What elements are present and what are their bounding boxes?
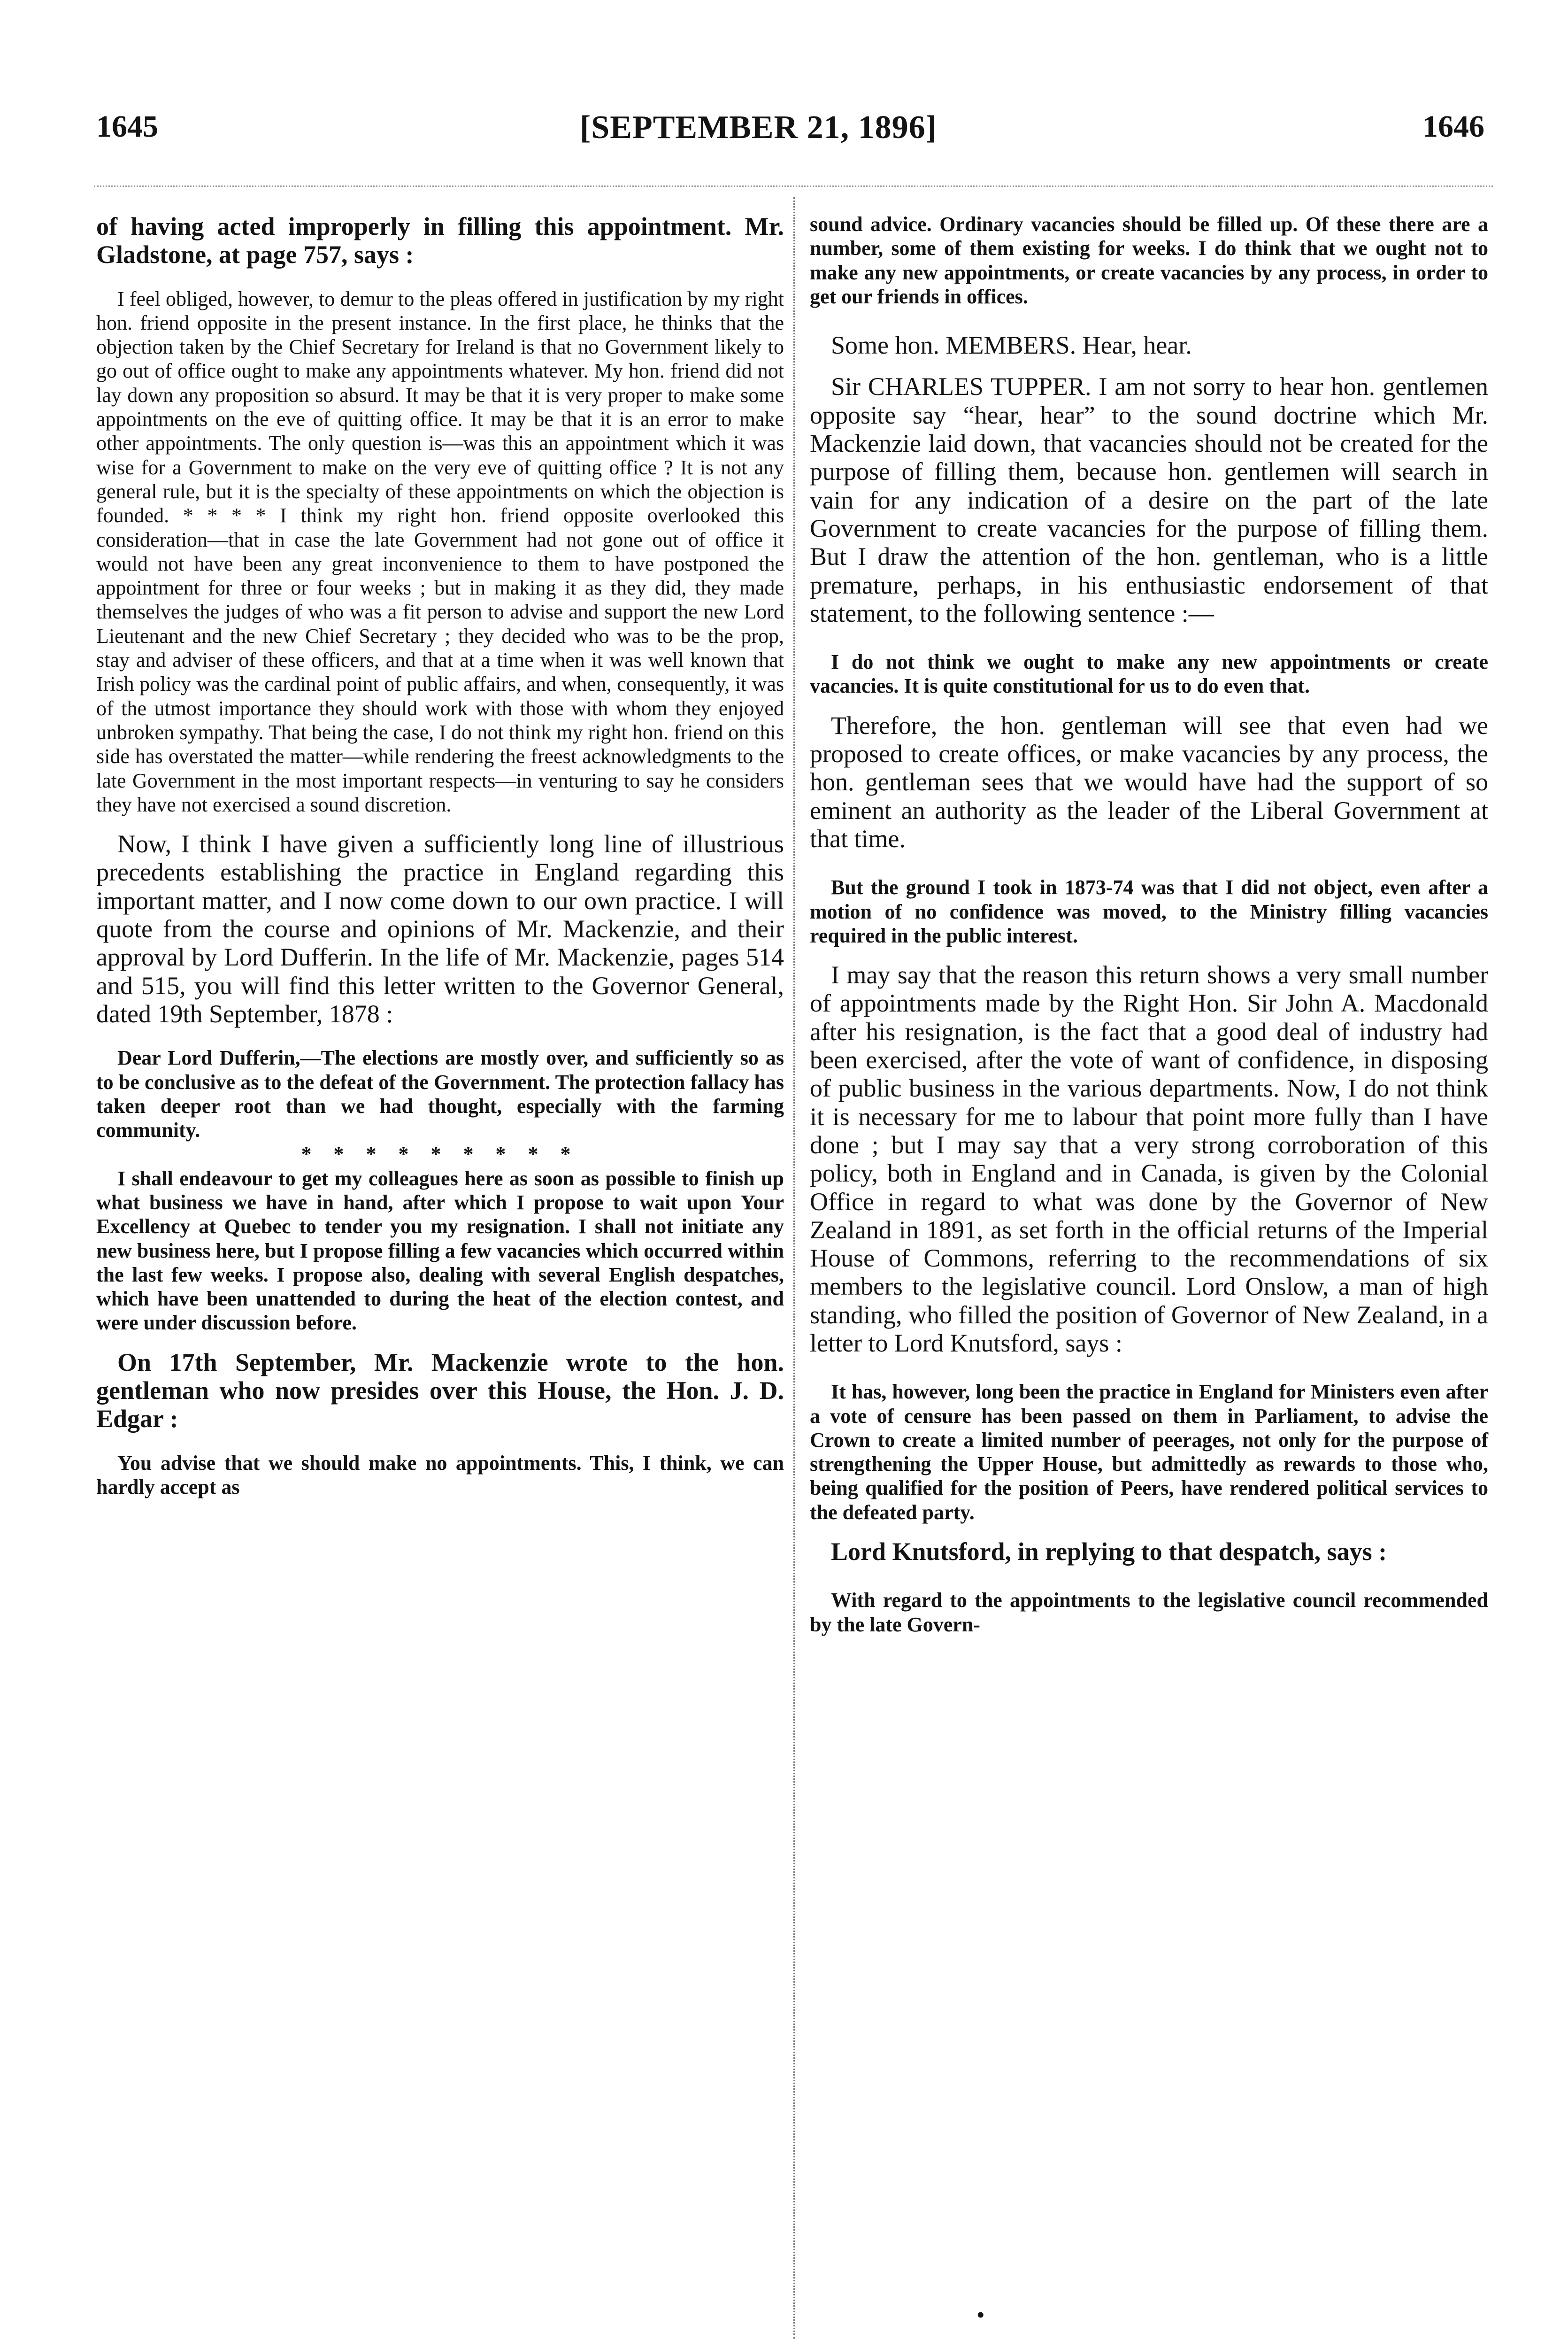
left-quote-gladstone: I feel obliged, however, to demur to the pleas offered in justification by my right hon. friend opposite in the present instance. In the first place, he thinks that the objection taken by the Chief Secretary for Ireland is that no Government likely to go out of office ought to make any appointments whatever. My hon. friend did not lay down any proposition so absurd. It may be that it is very proper to make some appointments on the eve of quitting office. It may be that it is an error to make other appointments. The only question is—was this an appointment which it was wise for a Government to make on the very eve of quitting office ? It is not any general rule, but it is the specialty of these appointments on which the objection is founded. * * * * I think my right hon. friend opposite overlooked this consideration—that in case the late Government had not gone out of office it would not have been any great inconvenience to them to have postponed the appointment for three or four weeks ; but in making it as they did, they made themselves the judges of who was a fit person to advise and support the new Lord Lieutenant and the new Chief Secretary ; they decided who was to be the prop, stay and adviser of these officers, and that at a time when it was well known that Irish policy was the cardinal point of public affairs, and when, consequently, it was of the utmost importance they should work with those with whom they enjoyed unbroken sympathy. That being the case, I do not think my right hon. friend on this side has overstated the matter—while rendering the freest acknowledgments to the late Government in the most important respects—in venturing to say he considers they have not exercised a sound discretion. xyxy=(96,287,784,816)
page-header xyxy=(0,109,1568,161)
right-paragraph-2: Therefore, the hon. gentleman will see that even had we proposed to create offices, or make vacancies by any process, the hon. gentleman sees that we would have had the support of so eminent an authority as the leader of the Liberal Government at that time. xyxy=(810,711,1488,853)
header-rule xyxy=(94,185,1493,187)
left-stars-separator: * * * * * * * * * xyxy=(301,1143,579,1166)
page-number-right: 1646 xyxy=(1422,109,1484,144)
right-quote-continued: sound advice. Ordinary vacancies should be filled up. Of these there are a number, some of them existing for weeks. I do think that we ought not to make any new appointments, or create vacancies by any process, in order to get our friends in offices. xyxy=(810,213,1488,308)
page-date-title: [SEPTEMBER 21, 1896] xyxy=(580,109,937,146)
left-quote-dufferin-2: I shall endeavour to get my colleagues here as soon as possible to finish up what business we have in hand, after which I propose to wait upon Your Excellency at Quebec to tender you my resignation. I shall not initiate any new business here, but I propose filling a few vacancies which occurred within the last few weeks. I propose also, dealing with several English despatches, which have been unattended to during the heat of the election contest, and were under discussion before. xyxy=(96,1166,784,1335)
left-quote-dufferin-1: Dear Lord Dufferin,—The elections are mostly over, and sufficiently so as to be conclusive as to the defeat of the Government. The protection fallacy has taken deeper root than we had thought, especially with the farming community. xyxy=(96,1046,784,1142)
right-quote-mackenzie: I do not think we ought to make any new appointments or create vacancies. It is quite constitutional for us to do even that. xyxy=(810,650,1488,698)
footer-mark: • xyxy=(976,2302,985,2328)
right-quote-knutsford: With regard to the appointments to the legislative council recommended by the late Govern- xyxy=(810,1589,1488,1636)
left-paragraph-3: On 17th September, Mr. Mackenzie wrote to the hon. gentleman who now presides over this House, the Hon. J. D. Edgar : xyxy=(96,1348,784,1433)
right-column xyxy=(810,212,1488,1637)
right-quote-onslow: It has, however, long been the practice in England for Ministers even after a vote of censure has been passed on them in Parliament, to advise the Crown to create a limited number of peerages, not only for the purpose of strengthening the Upper House, but admittedly as rewards to those who, being qualified for the position of Peers, have rendered political services to the defeated party. xyxy=(810,1380,1488,1524)
left-paragraph-1: of having acted improperly in filling this appointment. Mr. Gladstone, at page 757, says : xyxy=(96,212,784,269)
right-members-interjection: Some hon. MEMBERS. Hear, hear. xyxy=(831,331,1192,360)
page-number-left: 1645 xyxy=(96,109,158,144)
left-column xyxy=(96,212,784,1499)
right-paragraph-3: I may say that the reason this return shows a very small number of appointments made by the Right Hon. Sir John A. Macdonald after his resignation, is the fact that a good deal of industry had been exercised, after the vote of want of confidence, in disposing of public business in the various departments. Now, I do not think it is necessary for me to labour that point more fully than I have done ; but I may say that a very strong corroboration of this policy, both in England and in Canada, is given by the Colonial Office in regard to what was done by the Governor of New Zealand in 1891, as set forth in the official returns of the Imperial House of Commons, referring to the recommendations of six members to the legislative council. Lord Onslow, a man of high standing, who filled the position of Governor of New Zealand, in a letter to Lord Knutsford, says : xyxy=(810,961,1488,1357)
left-quote-edgar: You advise that we should make no appointments. This, I think, we can hardly accept as xyxy=(96,1451,784,1498)
right-tupper-speech: Sir CHARLES TUPPER. I am not sorry to hear hon. gentlemen opposite say “hear, hear” to the sound doctrine which Mr. Mackenzie laid down, that vacancies should not be created for the purpose of filling them, because hon. gentlemen will search in vain for any indication of a desire on the part of the late Government to create vacancies for the purpose of filling them. But I draw the attention of the hon. gentleman, who is a little premature, perhaps, in his enthusiastic endorsement of that statement, to the following sentence :— xyxy=(810,372,1488,627)
left-paragraph-2: Now, I think I have given a sufficiently long line of illustrious precedents establishing the practice in England regarding this important matter, and I now come down to our own practice. I will quote from the course and opinions of Mr. Mackenzie, and their approval by Lord Dufferin. In the life of Mr. Mackenzie, pages 514 and 515, you will find this letter written to the Governor General, dated 19th September, 1878 : xyxy=(96,830,784,1028)
column-divider xyxy=(793,197,795,2339)
right-paragraph-4: Lord Knutsford, in replying to that despatch, says : xyxy=(831,1537,1387,1566)
right-quote-1873: But the ground I took in 1873-74 was that I did not object, even after a motion of no confidence was moved, to the Ministry filling vacancies required in the public interest. xyxy=(810,876,1488,947)
